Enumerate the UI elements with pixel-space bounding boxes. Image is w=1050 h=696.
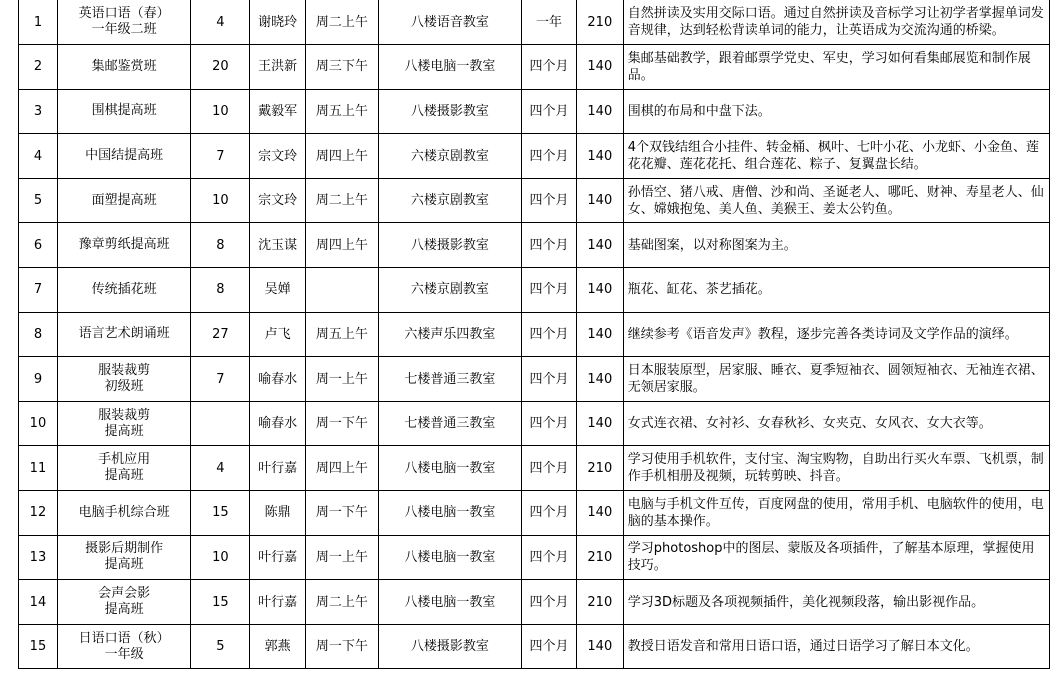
course-no: 15 (19, 624, 58, 669)
table-row (19, 535, 1050, 580)
classroom: 八楼电脑一教室 (378, 45, 521, 90)
course-fee: 140 (576, 268, 623, 313)
course-name (57, 491, 191, 536)
teacher-name: 叶行嘉 (250, 580, 306, 625)
course-duration: 一年 (522, 0, 577, 45)
teacher-name: 吴婵 (250, 268, 306, 313)
course-fee: 140 (576, 89, 623, 134)
course-no: 8 (19, 312, 58, 357)
course-description: 围棋的布局和中盘下法。 (623, 89, 1049, 134)
class-time: 周五上午 (306, 89, 379, 134)
classroom: 八楼电脑一教室 (378, 535, 521, 580)
student-count: 27 (191, 312, 250, 357)
table-row (19, 178, 1050, 223)
classroom: 六楼京剧教室 (378, 178, 521, 223)
classroom: 六楼京剧教室 (378, 268, 521, 313)
course-duration: 四个月 (522, 446, 577, 491)
course-name-line1: 手机应用 (98, 452, 151, 468)
course-description: 女式连衣裙、女衬衫、女春秋衫、女夹克、女风衣、女大衣等。 (623, 401, 1049, 446)
student-count: 20 (191, 45, 250, 90)
classroom: 八楼摄影教室 (378, 89, 521, 134)
course-name (57, 580, 191, 625)
course-no: 12 (19, 491, 58, 536)
class-time: 周五上午 (306, 312, 379, 357)
course-fee: 140 (576, 357, 623, 402)
course-fee: 210 (576, 446, 623, 491)
course-name (57, 178, 191, 223)
classroom: 八楼电脑一教室 (378, 491, 521, 536)
classroom: 八楼摄影教室 (378, 624, 521, 669)
table-row (19, 580, 1050, 625)
course-table (18, 0, 1050, 669)
class-time: 周一上午 (306, 357, 379, 402)
course-no: 6 (19, 223, 58, 268)
course-name-line2: 提高班 (104, 468, 144, 484)
course-name (57, 223, 191, 268)
table-row (19, 223, 1050, 268)
course-duration: 四个月 (522, 223, 577, 268)
course-no: 7 (19, 268, 58, 313)
class-time: 周四上午 (306, 446, 379, 491)
class-time: 周三下午 (306, 45, 379, 90)
course-fee: 140 (576, 223, 623, 268)
class-time: 周一下午 (306, 624, 379, 669)
teacher-name: 喻春水 (250, 401, 306, 446)
student-count (191, 401, 250, 446)
course-name-line1: 日语口语（秋） (78, 630, 170, 646)
teacher-name: 沈玉谋 (250, 223, 306, 268)
course-description: 电脑与手机文件互传，百度网盘的使用，常用手机、电脑软件的使用，电脑的基本操作。 (623, 491, 1049, 536)
course-no: 10 (19, 401, 58, 446)
course-name-line1: 电脑手机综合班 (78, 504, 170, 520)
course-description: 自然拼读及实用交际口语。通过自然拼读及音标学习让初学者掌握单词发音规律，达到轻松背读单词的能力，让英语成为交流沟通的桥梁。 (623, 0, 1049, 45)
course-name-line1: 集邮鉴赏班 (91, 58, 157, 74)
teacher-name: 宗文玲 (250, 134, 306, 179)
course-name-line2: 提高班 (104, 423, 144, 439)
course-name-line1: 中国结提高班 (85, 148, 164, 164)
classroom: 八楼摄影教室 (378, 223, 521, 268)
course-no: 4 (19, 134, 58, 179)
student-count: 10 (191, 89, 250, 134)
teacher-name: 卢飞 (250, 312, 306, 357)
course-name-line1: 会声会影 (98, 586, 151, 602)
classroom: 八楼语音教室 (378, 0, 521, 45)
table-row (19, 268, 1050, 313)
course-description: 教授日语发音和常用日语口语，通过日语学习了解日本文化。 (623, 624, 1049, 669)
course-name (57, 89, 191, 134)
teacher-name: 叶行嘉 (250, 446, 306, 491)
course-name-line1: 摄影后期制作 (85, 541, 164, 557)
course-name (57, 357, 191, 402)
student-count: 8 (191, 223, 250, 268)
course-no: 9 (19, 357, 58, 402)
table-row (19, 0, 1050, 45)
class-time (306, 268, 379, 313)
table-row (19, 491, 1050, 536)
course-name-line1: 豫章剪纸提高班 (78, 237, 170, 253)
course-no: 3 (19, 89, 58, 134)
course-name-line1: 传统插花班 (91, 281, 157, 297)
classroom: 六楼京剧教室 (378, 134, 521, 179)
course-description: 4个双钱结组合小挂件、转金桶、枫叶、七叶小花、小龙虾、小金鱼、莲花花瓣、莲花花托、组合莲花、粽子、复翼盘长结。 (623, 134, 1049, 179)
course-description: 学习photoshop中的图层、蒙版及各项插件，了解基本原理，掌握使用技巧。 (623, 535, 1049, 580)
course-name (57, 0, 191, 45)
course-name-line2: 一年级二班 (91, 22, 157, 38)
course-fee: 140 (576, 401, 623, 446)
class-time: 周二上午 (306, 580, 379, 625)
course-name-line2: 一年级 (104, 646, 144, 662)
table-row (19, 446, 1050, 491)
course-name-line1: 服装裁剪 (98, 407, 151, 423)
course-fee: 140 (576, 178, 623, 223)
course-duration: 四个月 (522, 580, 577, 625)
course-name-line2: 提高班 (104, 557, 144, 573)
class-time: 周一下午 (306, 491, 379, 536)
class-time: 周四上午 (306, 134, 379, 179)
course-name (57, 45, 191, 90)
teacher-name: 王洪新 (250, 45, 306, 90)
course-duration: 四个月 (522, 491, 577, 536)
course-description: 日本服装原型，居家服、睡衣、夏季短袖衣、圆领短袖衣、无袖连衣裙、无领居家服。 (623, 357, 1049, 402)
course-no: 13 (19, 535, 58, 580)
course-description: 瓶花、缸花、茶艺插花。 (623, 268, 1049, 313)
course-name (57, 312, 191, 357)
student-count: 10 (191, 535, 250, 580)
course-fee: 210 (576, 0, 623, 45)
class-time: 周二上午 (306, 0, 379, 45)
table-row (19, 357, 1050, 402)
course-name-line2: 提高班 (104, 602, 144, 618)
course-no: 1 (19, 0, 58, 45)
teacher-name: 郭燕 (250, 624, 306, 669)
course-fee: 140 (576, 624, 623, 669)
course-no: 5 (19, 178, 58, 223)
course-fee: 210 (576, 535, 623, 580)
course-name (57, 401, 191, 446)
table-row (19, 624, 1050, 669)
table-row (19, 401, 1050, 446)
course-fee: 140 (576, 45, 623, 90)
course-fee: 140 (576, 312, 623, 357)
course-duration: 四个月 (522, 268, 577, 313)
course-description: 学习3D标题及各项视频插件，美化视频段落，输出影视作品。 (623, 580, 1049, 625)
course-description: 基础图案，以对称图案为主。 (623, 223, 1049, 268)
student-count: 4 (191, 446, 250, 491)
course-fee: 140 (576, 491, 623, 536)
student-count: 7 (191, 357, 250, 402)
course-duration: 四个月 (522, 535, 577, 580)
course-duration: 四个月 (522, 312, 577, 357)
course-duration: 四个月 (522, 134, 577, 179)
classroom: 八楼电脑一教室 (378, 580, 521, 625)
student-count: 15 (191, 580, 250, 625)
course-duration: 四个月 (522, 401, 577, 446)
course-name-line1: 语言艺术朗诵班 (78, 326, 170, 342)
student-count: 5 (191, 624, 250, 669)
student-count: 7 (191, 134, 250, 179)
course-name (57, 446, 191, 491)
table-row (19, 45, 1050, 90)
classroom: 八楼电脑一教室 (378, 446, 521, 491)
table-row (19, 134, 1050, 179)
table-row (19, 312, 1050, 357)
course-duration: 四个月 (522, 624, 577, 669)
teacher-name: 谢晓玲 (250, 0, 306, 45)
course-name (57, 624, 191, 669)
course-name-line2: 初级班 (104, 379, 144, 395)
course-no: 11 (19, 446, 58, 491)
course-duration: 四个月 (522, 45, 577, 90)
teacher-name: 叶行嘉 (250, 535, 306, 580)
class-time: 周一下午 (306, 401, 379, 446)
student-count: 8 (191, 268, 250, 313)
teacher-name: 宗文玲 (250, 178, 306, 223)
course-description: 集邮基础教学，跟着邮票学党史、军史，学习如何看集邮展览和制作展品。 (623, 45, 1049, 90)
class-time: 周二上午 (306, 178, 379, 223)
course-name-line1: 服装裁剪 (98, 363, 151, 379)
course-name (57, 134, 191, 179)
class-time: 周四上午 (306, 223, 379, 268)
course-name (57, 535, 191, 580)
teacher-name: 喻春水 (250, 357, 306, 402)
classroom: 六楼声乐四教室 (378, 312, 521, 357)
classroom: 七楼普通三教室 (378, 401, 521, 446)
table-row (19, 89, 1050, 134)
student-count: 15 (191, 491, 250, 536)
course-name-line1: 面塑提高班 (91, 192, 157, 208)
course-no: 14 (19, 580, 58, 625)
course-duration: 四个月 (522, 357, 577, 402)
course-no: 2 (19, 45, 58, 90)
course-name-line1: 英语口语（春） (78, 6, 170, 22)
course-fee: 140 (576, 134, 623, 179)
course-name-line1: 围棋提高班 (91, 103, 157, 119)
course-fee: 210 (576, 580, 623, 625)
student-count: 4 (191, 0, 250, 45)
course-duration: 四个月 (522, 89, 577, 134)
teacher-name: 陈鼎 (250, 491, 306, 536)
course-description: 孙悟空、猪八戒、唐僧、沙和尚、圣诞老人、哪吒、财神、寿星老人、仙女、嫦娥抱兔、美人鱼、美猴王、姜太公钓鱼。 (623, 178, 1049, 223)
class-time: 周一上午 (306, 535, 379, 580)
teacher-name: 戴毅军 (250, 89, 306, 134)
course-name (57, 268, 191, 313)
course-description: 继续参考《语音发声》教程，逐步完善各类诗词及文学作品的演绎。 (623, 312, 1049, 357)
student-count: 10 (191, 178, 250, 223)
course-rows (19, 0, 1050, 669)
classroom: 七楼普通三教室 (378, 357, 521, 402)
course-description: 学习使用手机软件，支付宝、淘宝购物，自助出行买火车票、飞机票，制作手机相册及视频，玩转剪映、抖音。 (623, 446, 1049, 491)
course-duration: 四个月 (522, 178, 577, 223)
